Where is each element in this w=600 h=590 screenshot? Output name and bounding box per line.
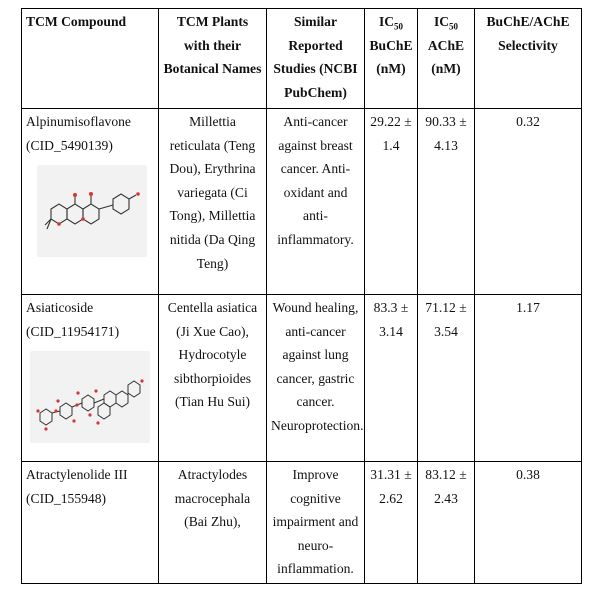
plants-cell: Centella asiatica (Ji Xue Cao), Hydrocotyle sibthorpioides (Tian Hu Sui) bbox=[159, 295, 267, 462]
structure-image-asiaticoside bbox=[30, 351, 150, 443]
compound-cid: (CID_155948) bbox=[26, 490, 107, 506]
selectivity-cell: 0.38 bbox=[475, 462, 582, 584]
studies-cell: Anti-cancer against breast cancer. Anti-oxidant and anti-inflammatory. bbox=[267, 109, 365, 295]
header-studies: Similar Reported Studies (NCBI PubChem) bbox=[267, 9, 365, 109]
studies-cell: Wound healing, anti-cancer against lung cancer, gastric cancer. Neuroprotection. bbox=[267, 295, 365, 462]
compound-name: Atractylenolide III bbox=[26, 467, 128, 482]
structure-image-alpinumisoflavone bbox=[37, 165, 147, 257]
table-row bbox=[22, 295, 582, 462]
table-row bbox=[22, 109, 582, 295]
header-selectivity: BuChE/AChE Selectivity bbox=[475, 9, 582, 109]
compound-cid: (CID_5490139) bbox=[26, 137, 113, 153]
ache-cell: 71.12 ± 3.54 bbox=[418, 295, 475, 462]
studies-cell: Improve cognitive impairment and neuro-inflammation. bbox=[267, 462, 365, 584]
buche-cell: 31.31 ± 2.62 bbox=[365, 462, 418, 584]
compound-name: Asiaticoside bbox=[26, 300, 94, 315]
selectivity-cell: 0.32 bbox=[475, 109, 582, 295]
ache-cell: 83.12 ± 2.43 bbox=[418, 462, 475, 584]
header-compound: TCM Compound bbox=[22, 9, 159, 109]
plants-cell: Millettia reticulata (Teng Dou), Erythrina variegata (Ci Tong), Millettia nitida (Da Qing Teng) bbox=[159, 109, 267, 295]
compound-cid: (CID_11954171) bbox=[26, 323, 120, 339]
ache-cell: 90.33 ± 4.13 bbox=[418, 109, 475, 295]
ic50-subscript: 50 bbox=[449, 21, 459, 32]
header-ic50-ache bbox=[418, 9, 475, 109]
compound-cell bbox=[22, 295, 159, 462]
ic50-label: IC bbox=[378, 14, 395, 29]
buche-cell: 83.3 ± 3.14 bbox=[365, 295, 418, 462]
header-ic50-buche bbox=[365, 9, 418, 109]
buche-unit: BuChE (nM) bbox=[369, 37, 413, 77]
ic50-label: IC bbox=[433, 14, 450, 29]
buche-cell: 29.22 ± 1.4 bbox=[365, 109, 418, 295]
ache-unit: AChE (nM) bbox=[427, 37, 465, 77]
compound-cell bbox=[22, 462, 159, 584]
header-plants: TCM Plants with their Botanical Names bbox=[159, 9, 267, 109]
compound-name: Alpinumisoflavone bbox=[26, 114, 131, 129]
selectivity-cell: 1.17 bbox=[475, 295, 582, 462]
plants-cell: Atractylodes macrocephala (Bai Zhu), bbox=[159, 462, 267, 584]
ic50-subscript: 50 bbox=[394, 21, 404, 32]
header-row bbox=[22, 9, 582, 109]
table-row bbox=[22, 462, 582, 584]
compound-table bbox=[21, 8, 582, 584]
compound-cell bbox=[22, 109, 159, 295]
